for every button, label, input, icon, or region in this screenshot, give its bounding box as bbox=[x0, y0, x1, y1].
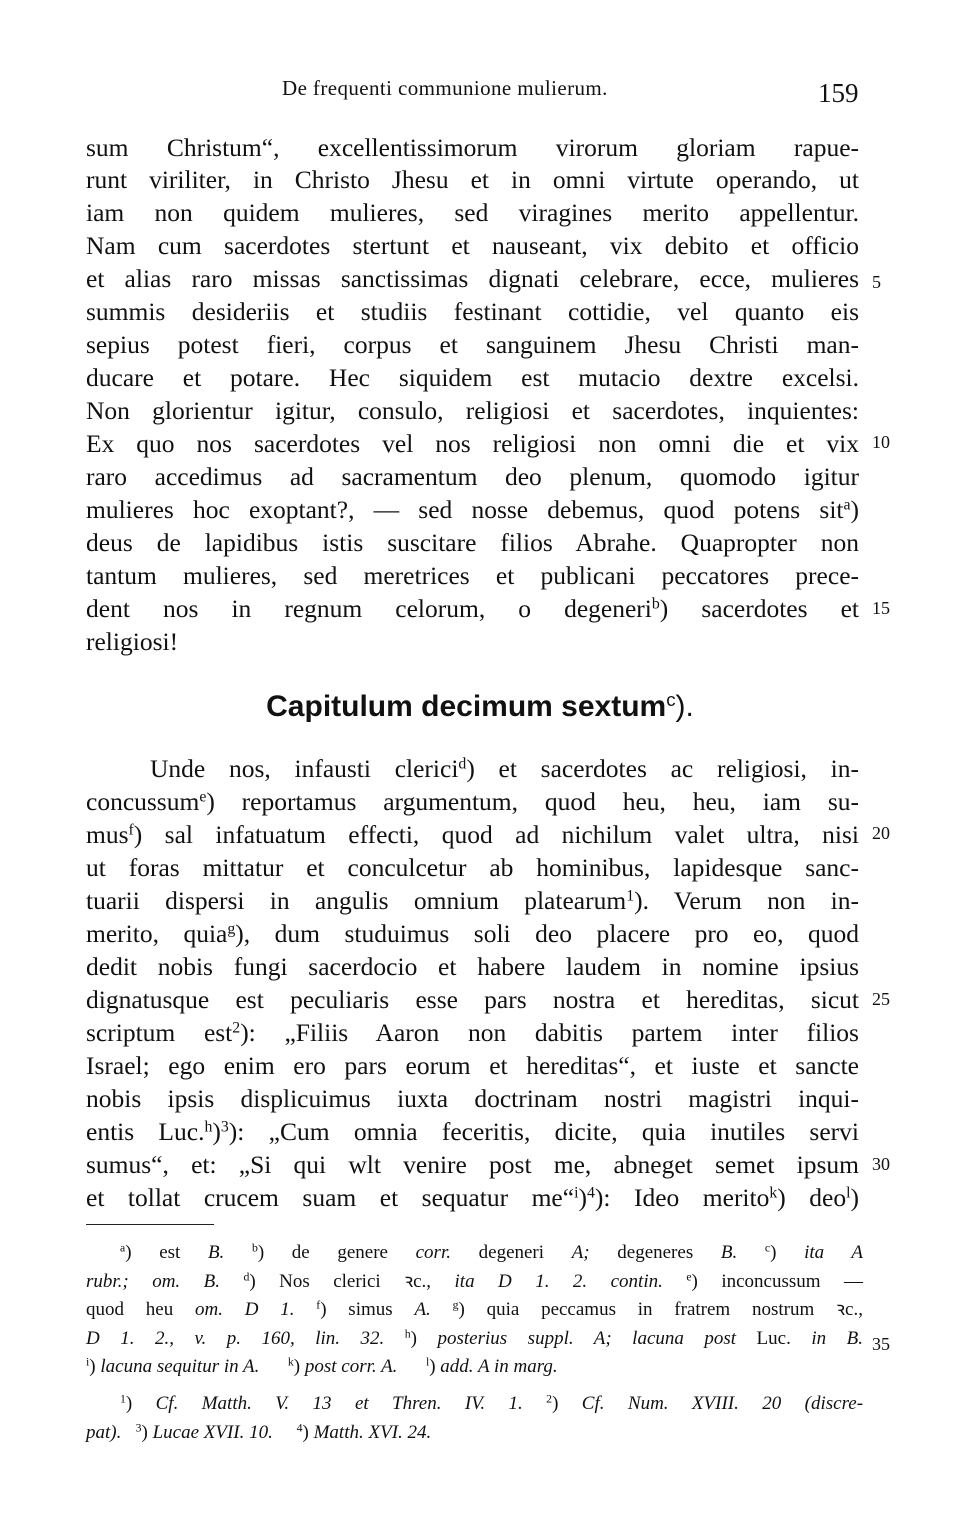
footnote-line: pat). $^3$) Lucae XVII. 10. $^4$) Matth. XVI. 24. bbox=[86, 1421, 432, 1443]
line-number: 35 bbox=[872, 1334, 890, 1354]
text-line: tuarii dispersi in angulis omnium platearum$^1$). Verum non in- bbox=[86, 886, 860, 915]
text-line: scriptum est$^2$): „Filiis Aaron non dabitis partem inter filios bbox=[86, 1018, 859, 1047]
footnote-rule bbox=[86, 1224, 214, 1225]
chapter-heading-note: c bbox=[666, 688, 676, 710]
line-number: 10 bbox=[872, 432, 890, 452]
text-line: mus$^f$) sal infatuatum effecti, quod ad nichilum valet ultra, nisi bbox=[86, 820, 859, 849]
text-line: religiosi! bbox=[86, 627, 179, 656]
footnote-line: $^a$) est B. $^b$) de genere corr. degeneri A; degeneres B. $^c$) ita A bbox=[120, 1241, 864, 1263]
text-line: dent nos in regnum celorum, o degeneri$^b$) sacerdotes et bbox=[86, 594, 859, 623]
text-line: dedit nobis fungi sacerdocio et habere laudem in nomine ipsius bbox=[86, 952, 859, 981]
text-line: ducare et potare. Hec siquidem est mutacio dextre excelsi. bbox=[86, 363, 859, 392]
text-line: Non glorientur igitur, consulo, religiosi et sacerdotes, inquientes: bbox=[86, 396, 859, 425]
running-header: De frequenti communione mulierum. bbox=[282, 76, 608, 100]
text-line: runt viriliter, in Christo Jhesu et in omni virtute operando, ut bbox=[86, 165, 859, 194]
footnote-line: D 1. 2., v. p. 160, lin. 32. $^h$) posterius suppl. A; lacuna post Luc. in B. bbox=[86, 1327, 863, 1349]
text-line: sepius potest fieri, corpus et sanguinem Jhesu Christi man- bbox=[86, 330, 859, 359]
text-line: sum Christum“, excellentissimorum virorum gloriam rapue- bbox=[86, 133, 859, 162]
line-number: 5 bbox=[872, 272, 881, 292]
text-line: entis Luc.$^h$)$^3$): „Cum omnia feceritis, dicite, quia inutiles servi bbox=[86, 1117, 859, 1146]
footnote-line: $^1$) Cf. Matth. V. 13 et Thren. IV. 1. $^2$) Cf. Num. XVIII. 20 (discre- bbox=[120, 1392, 864, 1414]
text-line: sumus“, et: „Si qui wlt venire post me, abneget semet ipsum bbox=[86, 1150, 859, 1179]
text-line: mulieres hoc exoptant?, — sed nosse debemus, quod potens sit$^a$) bbox=[86, 495, 859, 524]
footnote-line: quod heu om. D 1. $^f$) simus A. $^g$) quia peccamus in fratrem nostrum ꝛc., bbox=[86, 1298, 863, 1320]
text-line: et alias raro missas sanctissimas dignati celebrare, ecce, mulieres bbox=[86, 264, 859, 293]
line-number: 20 bbox=[872, 823, 890, 843]
text-line: et tollat crucem suam et sequatur me“$^i$)$^4$): Ideo merito$^k$) deo$^l$) bbox=[86, 1183, 859, 1212]
text-line: ut foras mittatur et conculcetur ab hominibus, lapidesque sanc- bbox=[86, 853, 859, 882]
text-line: nobis ipsis displicuimus iuxta doctrinam nostri magistri inqui- bbox=[86, 1084, 859, 1113]
text-line: concussum$^e$) reportamus argumentum, quod heu, heu, iam su- bbox=[86, 787, 859, 816]
text-line: tantum mulieres, sed meretrices et publicani peccatores prece- bbox=[86, 561, 859, 590]
chapter-heading-text: Capitulum decimum sextum bbox=[266, 690, 667, 723]
text-line: dignatusque est peculiaris esse pars nostra et hereditas, sicut bbox=[86, 985, 859, 1014]
text-line: Israel; ego enim ero pars eorum et hereditas“, et iuste et sancte bbox=[86, 1051, 859, 1080]
text-line: merito, quia$^g$), dum studuimus soli deo placere pro eo, quod bbox=[86, 919, 859, 948]
text-line: Ex quo nos sacerdotes vel nos religiosi non omni die et vix bbox=[86, 429, 859, 458]
text-line: summis desideriis et studiis festinant cottidie, vel quanto eis bbox=[86, 297, 859, 326]
line-number: 15 bbox=[872, 598, 890, 618]
page-number: 159 bbox=[818, 78, 859, 108]
text-line: raro accedimus ad sacramentum deo plenum, quomodo igitur bbox=[86, 462, 859, 491]
line-number: 30 bbox=[872, 1154, 890, 1174]
text-line: deus de lapidibus istis suscitare filios Abrahe. Quapropter non bbox=[86, 528, 859, 557]
text-line: Nam cum sacerdotes stertunt et nauseant, vix debito et officio bbox=[86, 231, 859, 260]
line-number: 25 bbox=[872, 989, 890, 1009]
footnote-line: $^i$) lacuna sequitur in A. $^k$) post corr. A. $^l$) add. A in marg. bbox=[86, 1355, 558, 1377]
text-line: iam non quidem mulieres, sed viragines merito appellentur. bbox=[86, 198, 859, 227]
text-line: Unde nos, infausti clerici$^d$) et sacerdotes ac religiosi, in- bbox=[150, 754, 859, 783]
footnote-line: rubr.; om. B. $^d$) Nos clerici ꝛc., ita D 1. 2. contin. $^e$) inconcussum — bbox=[86, 1270, 863, 1292]
chapter-heading: Capitulum decimum sextum$^c$). bbox=[266, 688, 694, 723]
